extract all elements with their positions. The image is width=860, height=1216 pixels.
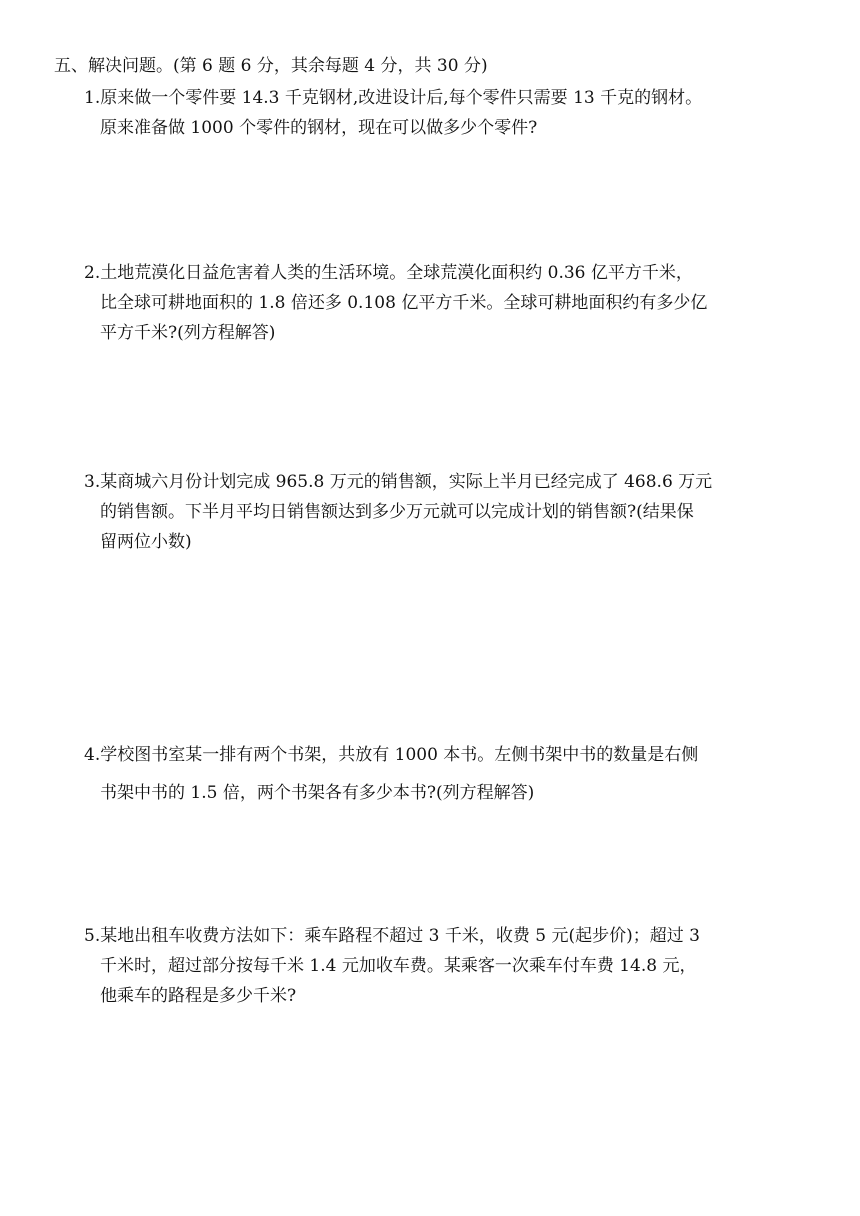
question-5 [84, 921, 816, 1011]
question-3 [84, 467, 816, 557]
question-text-line: 比全球可耕地面积的 1.8 倍还多 0.108 亿平方千米。全球可耕地面积约有多少亿 [100, 293, 708, 313]
question-4 [84, 736, 816, 812]
question-text-line: 留两位小数) [100, 532, 192, 552]
question-text-line: 书架中书的 1.5 倍，两个书架各有多少本书?(列方程解答) [100, 783, 535, 803]
question-text-line: 3.某商城六月份计划完成 965.8 万元的销售额，实际上半月已经完成了 468.6 万元 [84, 472, 713, 492]
question-text-line: 2.土地荒漠化日益危害着人类的生活环境。全球荒漠化面积约 0.36 亿平方千米， [84, 263, 693, 283]
question-2 [84, 258, 816, 348]
question-text-line: 原来准备做 1000 个零件的钢材，现在可以做多少个零件? [100, 118, 538, 138]
question-text-line: 的销售额。下半月平均日销售额达到多少万元就可以完成计划的销售额?(结果保 [100, 502, 694, 522]
question-1 [84, 83, 816, 143]
question-text-line: 平方千米?(列方程解答) [100, 323, 276, 343]
question-text-line: 5.某地出租车收费方法如下：乘车路程不超过 3 千米，收费 5 元(起步价)；超过 3 [84, 926, 700, 946]
section-title: 五、解决问题。(第 6 题 6 分，其余每题 4 分，共 30 分) [54, 56, 488, 76]
question-text-line: 4.学校图书室某一排有两个书架，共放有 1000 本书。左侧书架中书的数量是右侧 [84, 745, 699, 765]
question-text-line: 千米时，超过部分按每千米 1.4 元加收车费。某乘客一次乘车付车费 14.8 元， [100, 956, 697, 976]
question-text-line: 1.原来做一个零件要 14.3 千克钢材,改进设计后,每个零件只需要 13 千克的钢材。 [84, 88, 703, 108]
question-text-line: 他乘车的路程是多少千米? [100, 986, 297, 1006]
